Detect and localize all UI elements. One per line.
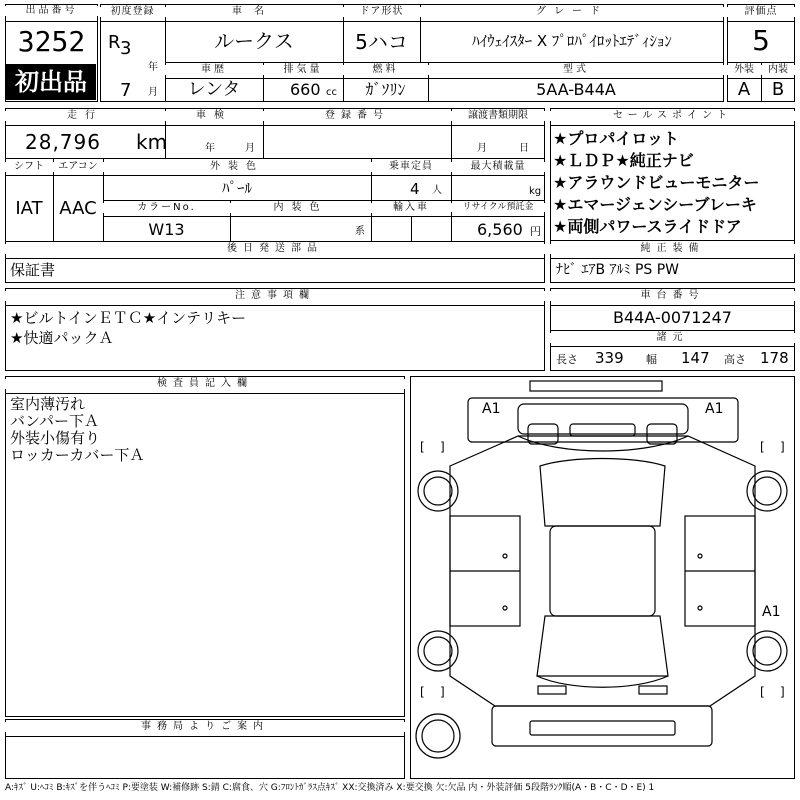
sales-point-item: ★エマージェンシーブレーキ <box>553 195 757 214</box>
month-unit: 月 <box>148 87 158 98</box>
mileage: 28,796 <box>25 130 101 154</box>
inspection-label: 車検 <box>165 111 263 121</box>
genuine-equipment-label: 純正装備 <box>550 244 795 254</box>
max-load-unit: kg <box>529 186 542 197</box>
max-load-label: 最大積載量 <box>451 162 545 172</box>
inspection-month-unit: 月 <box>245 143 255 154</box>
fuel-label: 燃料 <box>343 65 428 75</box>
reg-no-label: 登録番号 <box>263 111 451 121</box>
inspector-line: バンパー下Ａ <box>10 412 99 430</box>
transfer-day-unit: 日 <box>519 143 529 154</box>
transfer-month-unit: 月 <box>477 143 487 154</box>
first-listing-badge: 初出品 <box>6 64 96 100</box>
capacity-label: 乗車定員 <box>371 162 451 172</box>
first-reg-month: 7 <box>120 80 132 101</box>
shift-label: シフト <box>5 162 53 172</box>
lot-number-label: 出品番号 <box>5 6 98 16</box>
first-reg-label: 初度登録 <box>100 7 165 17</box>
fuel: ｶﾞｿﾘﾝ <box>365 80 406 99</box>
displacement-unit: cc <box>326 87 337 98</box>
later-parts-label: 後日発送部品 <box>5 244 545 254</box>
grade-label: グレード <box>420 7 724 17</box>
transfer-label: 譲渡書類期限 <box>451 111 545 121</box>
width-label: 幅 <box>646 353 657 366</box>
capacity-unit: 人 <box>432 185 442 196</box>
sales-point-item: ★プロパイロット <box>553 129 680 148</box>
car-name: ルークス <box>214 29 294 53</box>
svg-text:[: [ <box>760 685 765 699</box>
year-unit: 年 <box>148 62 158 73</box>
inspector-label: 検査員記入欄 <box>5 379 405 389</box>
displacement-label: 排気量 <box>263 65 343 75</box>
height-label: 高さ <box>724 353 746 366</box>
first-reg-year: 3 <box>120 38 132 59</box>
interior-label: 内装 <box>761 65 795 75</box>
length-label: 長さ <box>556 353 578 366</box>
mileage-unit: km <box>136 130 168 154</box>
svg-text:[: [ <box>420 440 425 454</box>
legend: A:ｷｽﾞ U:ﾍｺﾐ B:ｷｽﾞを伴うﾍｺﾐ P:要塗装 W:補修跡 S:錆 C:腐食、穴 G:ﾌﾛﾝﾄｶﾞﾗｽ点ｷｽﾞ XX:交換済み X:要交換 欠:欠品 内・外装評価 5段階ﾗﾝｸ順(A・B・C・D・E) 1 <box>5 783 655 793</box>
exterior-grade: A <box>737 79 751 100</box>
recycle-unit: 円 <box>530 225 541 238</box>
int-color-label: 内装色 <box>230 203 371 213</box>
notes-label: 注意事項欄 <box>5 291 545 301</box>
chassis-label: 車台番号 <box>550 291 795 301</box>
color-no: W13 <box>148 220 185 239</box>
era: R <box>108 32 121 53</box>
svg-text:]: ] <box>440 440 445 454</box>
inspector-line: ロッカーカバー下Ａ <box>10 446 145 464</box>
ext-color: ﾊﾟｰﾙ <box>221 179 252 197</box>
exterior-label: 外装 <box>727 65 761 75</box>
model-label: 型式 <box>428 65 724 75</box>
dims-label: 諸元 <box>550 333 795 343</box>
score: 5 <box>752 24 770 57</box>
score-label: 評価点 <box>727 7 795 17</box>
sales-point-item: ★ＬＤＰ★純正ナビ <box>553 151 694 170</box>
svg-text:[: [ <box>760 440 765 454</box>
notes-line: ★快適パックＡ <box>10 329 114 347</box>
recycle-deposit: 6,560 <box>477 220 523 239</box>
grade: ﾊｲｳｪｲｽﾀｰ X ﾌﾟﾛﾊﾟｲﾛｯﾄｴﾃﾞｨｼｮﾝ <box>472 32 672 50</box>
history-label: 車歴 <box>165 65 263 75</box>
history: レンタ <box>187 79 241 100</box>
model-code: 5AA-B44A <box>536 80 616 99</box>
inspection-year-unit: 年 <box>205 143 215 154</box>
svg-text:]: ] <box>780 685 785 699</box>
aircon-label: エアコン <box>53 162 103 172</box>
interior-grade: B <box>771 79 785 100</box>
door-label: ドア形状 <box>343 7 420 17</box>
recycle-label: リサイクル預託金 <box>451 203 545 212</box>
capacity: 4 <box>410 180 420 198</box>
length: 339 <box>595 349 624 367</box>
door-type: 5ハコ <box>355 30 408 54</box>
lot-number: 3252 <box>17 25 86 58</box>
damage-mark-right-side: A1 <box>762 604 781 620</box>
damage-mark-front-right: A1 <box>705 401 724 417</box>
damage-mark-front-left: A1 <box>482 401 501 417</box>
aircon: AAC <box>59 198 97 219</box>
svg-text:[: [ <box>420 685 425 699</box>
svg-text:]: ] <box>780 440 785 454</box>
shift: IAT <box>15 198 43 219</box>
import-label: 輸入車 <box>371 203 451 213</box>
sales-point-item: ★アラウンドビューモニター <box>553 173 760 192</box>
later-parts: 保証書 <box>10 261 56 279</box>
notes-line: ★ビルトインＥＴＣ★インテリキー <box>10 309 247 327</box>
width: 147 <box>681 349 710 367</box>
int-color-unit: 系 <box>355 226 365 237</box>
sales-points-label: セールスポイント <box>550 111 795 121</box>
office-label: 事務局よりご案内 <box>5 722 405 732</box>
car-body-diagram <box>410 376 795 779</box>
color-no-label: カラーNo. <box>103 203 230 213</box>
displacement: 660 <box>290 80 321 99</box>
ext-color-label: 外装色 <box>103 162 371 172</box>
height: 178 <box>760 349 789 367</box>
genuine-equipment: ﾅﾋﾞ ｴｱB ｱﾙﾐ PS PW <box>556 262 680 278</box>
car-name-label: 車名 <box>165 7 343 17</box>
sales-point-item: ★両側パワースライドドア <box>553 217 742 236</box>
chassis-number: B44A-0071247 <box>613 308 732 327</box>
inspector-line: 外装小傷有り <box>10 429 101 447</box>
inspector-line: 室内薄汚れ <box>10 395 86 413</box>
svg-text:]: ] <box>440 685 445 699</box>
mileage-label: 走行 <box>5 111 165 121</box>
